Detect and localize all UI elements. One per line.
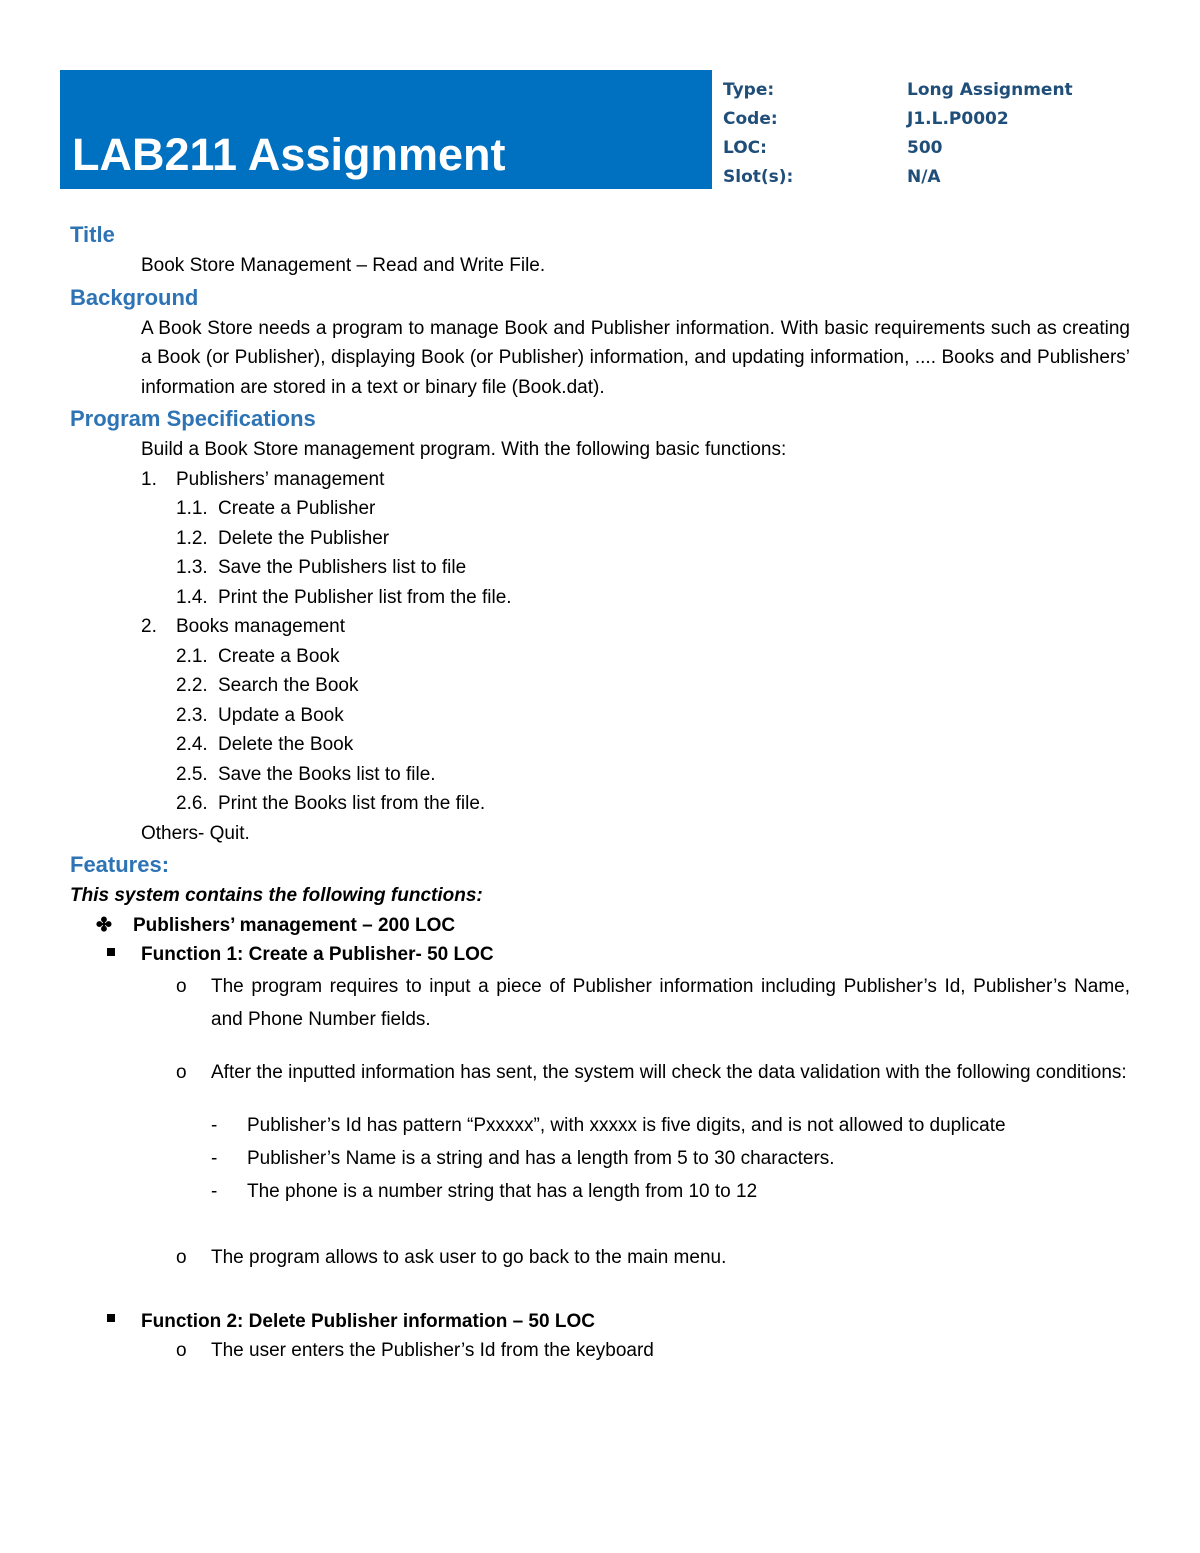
meta-type	[723, 76, 1073, 105]
meta-key: Slot(s):	[723, 167, 794, 187]
list-number: 2.3.	[176, 704, 208, 726]
function-1-point-3: The program allows to ask user to go back to the main menu.	[211, 1246, 727, 1268]
meta-key: LOC:	[723, 138, 767, 158]
heading-background: Background	[70, 284, 199, 310]
meta-loc	[723, 134, 1073, 163]
document-body	[70, 218, 1130, 1365]
circle-bullet-icon: o	[176, 1061, 187, 1083]
list-item	[70, 1056, 1130, 1089]
diamond-bullet-icon: ✤	[96, 914, 112, 936]
list-item	[70, 612, 1130, 642]
document-title: LAB211 Assignment	[72, 129, 506, 180]
title-banner	[60, 70, 712, 189]
list-item	[70, 970, 1130, 1036]
list-label: Delete the Publisher	[218, 527, 390, 549]
list-item	[70, 642, 1130, 672]
list-label: Print the Publisher list from the file.	[218, 586, 512, 608]
list-number: 1.4.	[176, 586, 208, 608]
list-item	[70, 465, 1130, 495]
background-text: A Book Store needs a program to manage Book and Publisher information. With basic requirements such as creating a Book (or Publisher), displaying Book (or Publisher) information, and updating information, .... Books and Publishers’ information are stored in a text or binary file (Book.dat).	[141, 317, 1130, 398]
list-item	[70, 524, 1130, 554]
list-number: 1.1.	[176, 498, 208, 519]
meta-value: 500	[907, 138, 943, 158]
meta-value: Long Assignment	[907, 80, 1073, 100]
circle-bullet-icon: o	[176, 1340, 187, 1361]
meta-code	[723, 105, 1073, 134]
list-label: Create a Book	[218, 645, 340, 667]
function-2-item	[70, 1307, 1130, 1337]
meta-value: N/A	[907, 167, 941, 187]
list-number: 2.2.	[176, 675, 208, 696]
list-number: 2.5.	[176, 763, 208, 785]
condition-text: Publisher’s Name is a string and has a length from 5 to 30 characters.	[247, 1147, 835, 1169]
condition-text: Publisher’s Id has pattern “Pxxxxx”, with xxxxx is five digits, and is not allowed to duplicate	[247, 1114, 1006, 1136]
list-number: 2.4.	[176, 734, 208, 755]
list-label: Create a Publisher	[218, 498, 376, 519]
list-item	[70, 1241, 1130, 1274]
list-item	[70, 730, 1130, 760]
circle-bullet-icon: o	[176, 975, 187, 997]
list-item	[70, 760, 1130, 790]
spec-others: Others- Quit.	[141, 822, 250, 844]
square-bullet-icon	[105, 1307, 141, 1337]
publishers-management-label: Publishers’ management – 200 LOC	[133, 914, 456, 936]
list-item	[70, 1175, 1130, 1208]
list-label: Search the Book	[218, 675, 359, 696]
list-item	[70, 1109, 1130, 1142]
list-item	[70, 701, 1130, 731]
spec-intro: Build a Book Store management program. With the following basic functions:	[141, 439, 787, 460]
list-label: Print the Books list from the file.	[218, 793, 486, 814]
list-number: 2.6.	[176, 793, 208, 814]
list-item	[70, 553, 1130, 583]
list-label: Update a Book	[218, 704, 344, 726]
list-label: Save the Publishers list to file	[218, 557, 467, 578]
function-1-item	[70, 940, 1130, 970]
list-number: 2.1.	[176, 645, 208, 667]
title-text: Book Store Management – Read and Write File.	[141, 255, 546, 276]
list-item	[70, 494, 1130, 524]
function-1-title: Function 1: Create a Publisher- 50 LOC	[141, 944, 494, 965]
list-number: 1.	[141, 468, 157, 490]
list-label: Delete the Book	[218, 734, 354, 755]
meta-slots	[723, 163, 1073, 192]
meta-value: J1.L.P0002	[907, 109, 1009, 129]
list-number: 2.	[141, 616, 157, 637]
dash-bullet-icon: -	[211, 1147, 218, 1169]
function-2-title: Function 2: Delete Publisher information – 50 LOC	[141, 1310, 595, 1332]
list-item	[70, 671, 1130, 701]
dash-bullet-icon: -	[211, 1114, 218, 1136]
list-number: 1.3.	[176, 557, 208, 578]
circle-bullet-icon: o	[176, 1246, 187, 1268]
list-item	[70, 1142, 1130, 1175]
heading-program-specifications: Program Specifications	[70, 406, 316, 431]
condition-text: The phone is a number string that has a length from 10 to 12	[247, 1180, 758, 1202]
function-2-point-1: The user enters the Publisher’s Id from the keyboard	[211, 1340, 654, 1361]
list-label: Books management	[176, 616, 345, 637]
dash-bullet-icon: -	[211, 1180, 218, 1202]
square-bullet-icon	[105, 940, 141, 970]
assignment-meta	[723, 76, 1073, 192]
features-intro: This system contains the following functions:	[70, 885, 483, 906]
meta-key: Code:	[723, 109, 778, 129]
meta-key: Type:	[723, 80, 775, 100]
list-label: Save the Books list to file.	[218, 763, 436, 785]
list-number: 1.2.	[176, 527, 208, 549]
heading-title: Title	[70, 222, 115, 247]
list-item	[70, 1336, 1130, 1365]
function-1-point-2: After the inputted information has sent, the system will check the data validation with the following conditions:	[211, 1061, 1127, 1083]
function-1-point-1: The program requires to input a piece of Publisher information including Publisher’s Id, Publisher’s Name, and Phone Number fields.	[211, 975, 1130, 1030]
publishers-management-item	[70, 911, 1130, 941]
list-item	[70, 583, 1130, 613]
list-item	[70, 789, 1130, 819]
heading-features: Features:	[70, 852, 170, 877]
list-label: Publishers’ management	[176, 468, 385, 490]
